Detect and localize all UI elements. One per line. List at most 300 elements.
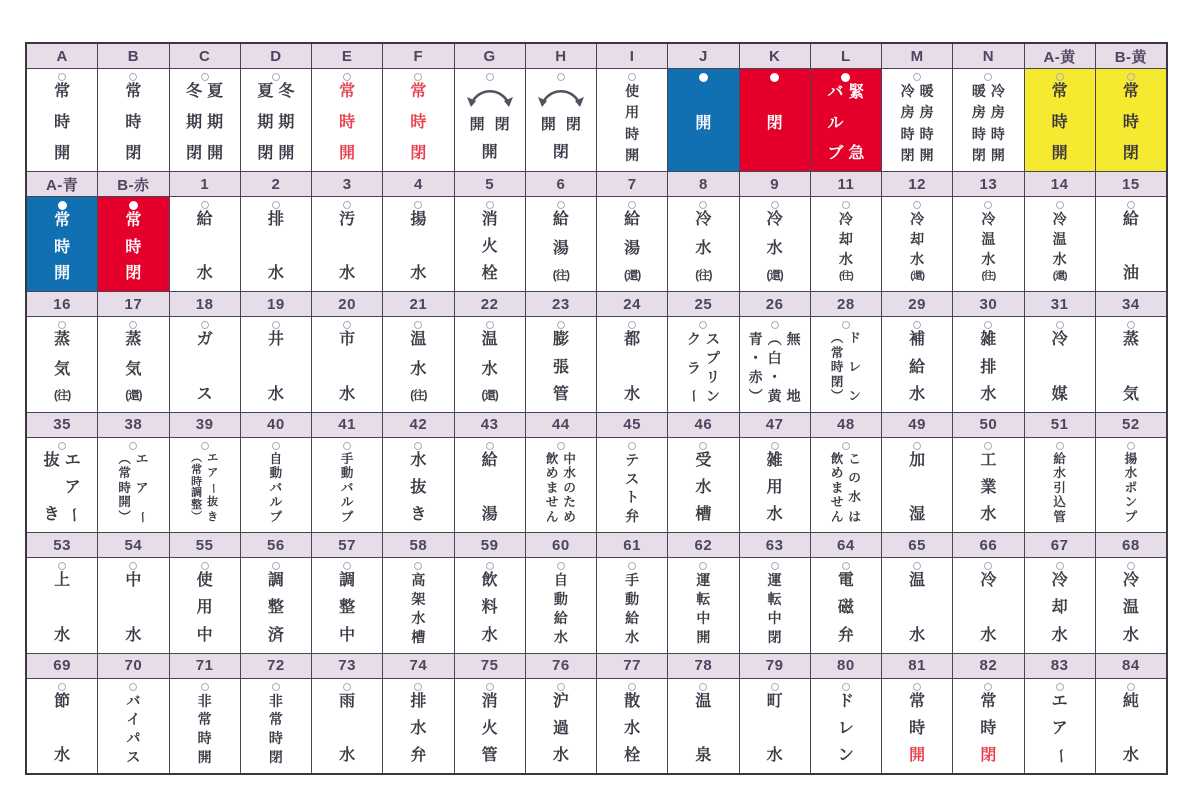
tag-cell: [882, 317, 953, 411]
tag-text-column: 飲 料 水: [481, 572, 498, 644]
tag-hole-icon: [414, 442, 422, 450]
tag-text-column: ド レ ン: [837, 692, 854, 765]
tag-hole-icon: [628, 73, 636, 81]
tag-text: [170, 329, 240, 411]
tag-text-column: 青 ・ 赤 ︶: [748, 331, 763, 404]
tag-cell: [597, 197, 668, 291]
tag-text: [953, 450, 1023, 532]
tag-text-column: 電 磁 弁: [837, 572, 854, 644]
tag-hole-icon: [201, 201, 209, 209]
tag-cell: [27, 558, 98, 652]
tag-hole-icon: [272, 201, 280, 209]
column-header-cell: 29: [882, 292, 953, 316]
tag-cell: [98, 197, 169, 291]
column-header-cell: 49: [882, 413, 953, 437]
tag-cell: [1096, 558, 1166, 652]
tag-text-column: 夏 期 閉: [257, 83, 274, 162]
tag-cell: [882, 558, 953, 652]
tag-text: [27, 81, 97, 171]
tag-cell: [312, 69, 383, 171]
tag-hole-icon: [58, 562, 66, 570]
tag-text: [740, 570, 810, 652]
tag-text-column: 蒸 気 (還): [125, 331, 142, 403]
tag-cell: [597, 679, 668, 773]
tag-row: [27, 558, 1166, 653]
tag-cell: [811, 197, 882, 291]
tag-cell: [312, 197, 383, 291]
tag-text: [98, 210, 168, 291]
tag-text-column: 温 泉: [695, 692, 712, 765]
tag-text: [526, 81, 596, 171]
tag-hole-icon: [414, 201, 422, 209]
tag-text: [98, 570, 168, 652]
column-header-cell: 77: [597, 654, 668, 678]
tag-hole-icon: [557, 442, 565, 450]
tag-cell: [170, 69, 241, 171]
tag-hole-icon: [1056, 321, 1064, 329]
column-header-cell: 58: [383, 533, 454, 557]
tag-text-column: 夏 期 開: [207, 83, 224, 162]
column-header-cell: 34: [1122, 295, 1140, 313]
tag-cell: [1096, 69, 1166, 171]
tag-cell: [455, 679, 526, 773]
header-row: [27, 654, 1166, 679]
tag-hole-icon: [1056, 683, 1064, 691]
column-header-cell: 8: [668, 172, 739, 196]
valve-tag-table: [25, 42, 1168, 775]
tag-text-column: 散 水 栓: [624, 692, 641, 765]
tag-text: [170, 81, 240, 171]
tag-hole-icon: [628, 562, 636, 570]
tag-text-column: 常 時 開: [54, 212, 71, 283]
tag-text-column: 汚 水: [339, 211, 356, 283]
tag-hole-icon: [699, 442, 707, 450]
tag-text: [455, 329, 525, 411]
tag-hole-icon: [129, 562, 137, 570]
tag-text-column: 常 時 閉: [125, 83, 142, 162]
tag-text-column: 冷 水: [980, 572, 997, 644]
tag-hole-icon: [58, 442, 66, 450]
tag-hole-icon: [771, 321, 779, 329]
tag-text-column: 温 水 (還): [481, 331, 498, 403]
open-close-pair: 開 閉: [540, 116, 581, 133]
tag-hole-icon: [272, 562, 280, 570]
tag-text: [312, 81, 382, 171]
tag-cell: [383, 197, 454, 291]
tag-hole-icon: [628, 321, 636, 329]
tag-text-column: 調 整 済: [267, 572, 284, 644]
tag-text-column: 緊 急: [848, 84, 865, 162]
tag-text: [170, 570, 240, 652]
tag-text: [312, 209, 382, 291]
tag-hole-icon: [1127, 73, 1135, 81]
tag-text: [241, 691, 311, 773]
column-header-cell: 23: [526, 292, 597, 316]
tag-text: [882, 209, 952, 291]
tag-text-column: 開: [695, 114, 712, 132]
tag-text-column: 都 水: [624, 331, 641, 403]
tag-hole-icon: [1127, 683, 1135, 691]
column-header-cell: 84: [1122, 657, 1140, 675]
tag-cell: [668, 679, 739, 773]
tag-hole-icon: [201, 562, 209, 570]
tag-text-column: 常 時 開: [1051, 83, 1068, 162]
tag-text-column: 純 水: [1122, 692, 1139, 765]
tag-text-column: 給 油: [1122, 211, 1139, 283]
tag-hole-icon: [486, 683, 494, 691]
tag-cell: [1025, 69, 1096, 171]
tag-text-column: 閉: [766, 114, 783, 132]
tag-text-column: 常 時 開: [339, 83, 356, 162]
tag-cell: [1025, 317, 1096, 411]
tag-cell: [882, 679, 953, 773]
column-header-cell: 69: [27, 654, 98, 678]
tag-hole-icon: [628, 442, 636, 450]
column-header-cell: 79: [740, 654, 811, 678]
column-header-cell: 61: [597, 533, 668, 557]
tag-text: [882, 570, 952, 652]
tag-hole-icon: [414, 562, 422, 570]
tag-text-column: 手 動 バ ル ブ: [340, 451, 354, 524]
column-header-cell: 3: [312, 172, 383, 196]
tag-hole-icon: [699, 201, 707, 209]
column-header-cell: 24: [597, 292, 668, 316]
column-header-cell: C: [170, 44, 241, 68]
tag-cell: [312, 317, 383, 411]
tag-cell: [597, 69, 668, 171]
tag-text-column: 加 湿: [909, 451, 926, 524]
column-header-cell: 67: [1025, 533, 1096, 557]
column-header-cell: 41: [312, 413, 383, 437]
column-header-cell: 38: [98, 413, 169, 437]
tag-row: [27, 679, 1166, 773]
tag-text: [170, 209, 240, 291]
tag-text-column: 排 水 弁: [410, 692, 427, 765]
tag-hole-icon: [842, 321, 850, 329]
tag-hole-icon: [58, 683, 66, 691]
tag-text: [740, 329, 810, 411]
tag-hole-icon: [913, 562, 921, 570]
tag-hole-icon: [913, 73, 921, 81]
tag-cell: [241, 69, 312, 171]
tag-row: [27, 69, 1166, 172]
column-header-cell: 7: [597, 172, 668, 196]
tag-cell: [526, 69, 597, 171]
column-header-cell: 62: [668, 533, 739, 557]
tag-text-column: ︵ 白 ・ 黄: [767, 331, 782, 404]
tag-hole-icon: [486, 321, 494, 329]
tag-text: [668, 329, 738, 411]
tag-text-column: 給 水 引 込 管: [1053, 451, 1066, 524]
tag-text-column: 補 給 水: [909, 331, 926, 403]
tag-cell: [668, 558, 739, 652]
column-header-cell: 14: [1025, 172, 1096, 196]
tag-text: [455, 209, 525, 291]
tag-hole-icon: [129, 683, 137, 691]
tag-text: [98, 81, 168, 171]
column-header-cell: 63: [740, 533, 811, 557]
tag-text: [1096, 450, 1166, 532]
tag-hole-icon: [1127, 562, 1135, 570]
tag-text: [597, 691, 667, 773]
tag-hole-icon: [129, 201, 138, 210]
tag-text-column: エ ア ー: [64, 451, 82, 524]
tag-text-column: 井 水: [267, 331, 284, 403]
tag-text-column: 使 用 時 開: [625, 83, 640, 163]
tag-hole-icon: [628, 683, 636, 691]
tag-text-column: エ ア ー 抜 き: [207, 451, 220, 524]
tag-text: [98, 329, 168, 411]
tag-text: [526, 329, 596, 411]
tag-cell: [526, 438, 597, 532]
tag-text-column: ︵ 常 時 調 整 ︶: [191, 451, 203, 524]
tag-text-column: 冷 温 水 (還): [1052, 211, 1067, 283]
tag-cell: [953, 679, 1024, 773]
column-header-cell: I: [597, 44, 668, 68]
tag-text-column: 冷 水 (往): [695, 211, 712, 282]
tag-cell: [740, 679, 811, 773]
tag-hole-icon: [486, 201, 494, 209]
tag-cell: [882, 438, 953, 532]
tag-hole-icon: [984, 683, 992, 691]
tag-hole-icon: [557, 683, 565, 691]
tag-row: [27, 438, 1166, 533]
tag-hole-icon: [1127, 442, 1135, 450]
column-header-cell: 1: [170, 172, 241, 196]
tag-cell: [668, 317, 739, 411]
tag-cell: [383, 558, 454, 652]
tag-text: [455, 570, 525, 652]
tag-cell: [597, 438, 668, 532]
column-header-cell: 60: [526, 533, 597, 557]
tag-cell: [241, 679, 312, 773]
tag-text: [170, 450, 240, 532]
tag-text: [882, 450, 952, 532]
tag-hole-icon: [486, 562, 494, 570]
tag-text-column: 冬 期 開: [278, 83, 295, 162]
tag-cell: [597, 558, 668, 652]
tag-text: [740, 82, 810, 171]
tag-text-column: 水 抜 き: [410, 451, 427, 524]
column-header-cell: N: [953, 44, 1024, 68]
tag-text: [597, 209, 667, 291]
tag-text-column: 運 転 中 開: [696, 572, 711, 645]
tag-hole-icon: [272, 442, 280, 450]
tag-text: [1096, 691, 1166, 773]
tag-text: [740, 691, 810, 773]
tag-hole-icon: [842, 683, 850, 691]
tag-text: [740, 209, 810, 291]
tag-row: [27, 197, 1166, 292]
tag-text-column: 自 動 給 水: [553, 572, 568, 645]
tag-text-column: 常 時 開: [909, 692, 926, 765]
column-header-cell: 47: [740, 413, 811, 437]
tag-cell: [241, 317, 312, 411]
column-header-cell: A: [27, 44, 98, 68]
tag-cell: [241, 558, 312, 652]
tag-text: [811, 329, 881, 411]
tag-text: [312, 450, 382, 532]
tag-text-column: 工 業 水: [980, 451, 997, 524]
tag-hole-icon: [771, 442, 779, 450]
tag-hole-icon: [984, 442, 992, 450]
tag-text-column: 膨 張 管: [552, 331, 569, 403]
column-header-cell: 13: [953, 172, 1024, 196]
tag-cell: [170, 197, 241, 291]
column-header-cell: 51: [1025, 413, 1096, 437]
tag-text-column: 運 転 中 閉: [767, 572, 782, 645]
tag-hole-icon: [913, 201, 921, 209]
tag-cell: [953, 69, 1024, 171]
tag-cell: [98, 317, 169, 411]
tag-text: [740, 450, 810, 532]
tag-cell: [455, 558, 526, 652]
tag-text: [668, 82, 738, 171]
column-header-cell: 76: [526, 654, 597, 678]
tag-text: [1025, 329, 1095, 411]
tag-text: [312, 570, 382, 652]
tag-hole-icon: [699, 683, 707, 691]
tag-text-column: 非 常 時 閉: [268, 692, 283, 766]
tag-text-column: 温 水: [909, 572, 926, 644]
column-header-cell: 50: [953, 413, 1024, 437]
tag-hole-icon: [771, 201, 779, 209]
tag-hole-icon: [129, 321, 137, 329]
tag-hole-icon: [557, 321, 565, 329]
column-header-cell: 65: [882, 533, 953, 557]
column-header-cell: 15: [1122, 175, 1140, 193]
column-header-cell: 42: [383, 413, 454, 437]
tag-text-column: 飲 め ま せ ん: [545, 451, 559, 524]
tag-text: [383, 329, 453, 411]
tag-cell: [383, 438, 454, 532]
column-header-cell: A-黄: [1025, 44, 1096, 68]
tag-text-column: 沪 過 水: [552, 692, 569, 765]
tag-cell: [27, 197, 98, 291]
column-header-cell: 18: [170, 292, 241, 316]
tag-text: [455, 450, 525, 532]
tag-cell: [98, 438, 169, 532]
tag-text-column: ︵ 常 時 閉 ︶: [830, 331, 844, 404]
tag-text: [98, 450, 168, 532]
tag-cell: [241, 197, 312, 291]
tag-cell: [953, 558, 1024, 652]
tag-cell: [740, 317, 811, 411]
column-header-cell: 78: [668, 654, 739, 678]
tag-hole-icon: [1056, 562, 1064, 570]
tag-text-column: エ ア ー: [135, 451, 150, 524]
tag-text: [526, 450, 596, 532]
tag-text-column: 飲 め ま せ ん: [830, 451, 844, 524]
tag-text-column: 冷 却 水 (還): [910, 211, 925, 283]
tag-text-column: 冷 却 水 (往): [838, 211, 853, 283]
header-row: [27, 413, 1166, 438]
column-header-cell: 73: [312, 654, 383, 678]
tag-text-column: ガ ス: [196, 331, 213, 403]
column-header-cell: 83: [1025, 654, 1096, 678]
tag-hole-icon: [486, 73, 494, 81]
tag-text: [241, 81, 311, 171]
tag-hole-icon: [201, 683, 209, 691]
open-close-arc-arrow-icon: [535, 84, 587, 108]
tag-text-column: 排 水: [267, 211, 284, 283]
tag-text-column: こ の 水 は: [848, 451, 861, 524]
column-header-cell: 4: [383, 172, 454, 196]
tag-text: [526, 570, 596, 652]
open-close-arc-arrow-icon: [464, 84, 516, 108]
tag-cell: [170, 558, 241, 652]
tag-text: [597, 570, 667, 652]
column-header-cell: 28: [811, 292, 882, 316]
tag-text: [1096, 209, 1166, 291]
tag-text-column: 給 湯: [481, 451, 498, 524]
tag-text-column: 高 架 水 槽: [411, 572, 426, 645]
tag-cell: [1025, 558, 1096, 652]
tag-text-column: ク ラ ー: [685, 331, 702, 403]
tag-text-column: 常 時 閉: [410, 83, 427, 162]
tag-text-column: 温 水 (往): [410, 331, 427, 403]
column-header-cell: 68: [1122, 536, 1140, 554]
tag-hole-icon: [343, 683, 351, 691]
tag-text-column: 自 動 バ ル ブ: [269, 451, 283, 524]
tag-hole-icon: [343, 321, 351, 329]
tag-cell: [455, 438, 526, 532]
tag-text: [455, 81, 525, 171]
tag-text-column: 中 水 の た め: [563, 451, 576, 524]
tag-hole-icon: [201, 321, 209, 329]
tag-text: [1025, 450, 1095, 532]
tag-cell: [455, 317, 526, 411]
tag-cell: [1025, 438, 1096, 532]
column-header-cell: B-赤: [98, 172, 169, 196]
tag-hole-icon: [557, 562, 565, 570]
column-header-cell: 35: [27, 413, 98, 437]
tag-cell: [526, 197, 597, 291]
tag-hole-icon: [1056, 73, 1064, 81]
tag-cell: [668, 69, 739, 171]
column-header-cell: A-青: [27, 172, 98, 196]
tag-text-column: 冷 温 水 (往): [981, 211, 996, 283]
open-close-pair: 開 閉: [469, 116, 510, 133]
column-header-cell: 82: [953, 654, 1024, 678]
tag-cell: [98, 69, 169, 171]
tag-cell: [1025, 197, 1096, 291]
tag-hole-icon: [1127, 321, 1135, 329]
column-header-cell: L: [811, 44, 882, 68]
tag-text-column: 冬 期 閉: [186, 83, 203, 162]
tag-text: [953, 570, 1023, 652]
tag-text: [27, 210, 97, 291]
tag-text: [811, 450, 881, 532]
tag-hole-icon: [984, 321, 992, 329]
tag-hole-icon: [414, 683, 422, 691]
tag-cell: [668, 197, 739, 291]
column-header-cell: 72: [241, 654, 312, 678]
valve-state: 閉: [552, 144, 569, 161]
column-header-cell: 54: [98, 533, 169, 557]
column-header-cell: 74: [383, 654, 454, 678]
tag-text: [1096, 570, 1166, 652]
tag-text-column: 冷 媒: [1051, 331, 1068, 403]
tag-cell: [526, 679, 597, 773]
tag-text-column: 給 水: [196, 211, 213, 283]
tag-hole-icon: [557, 73, 565, 81]
column-header-cell: J: [668, 44, 739, 68]
tag-text: [241, 329, 311, 411]
tag-hole-icon: [343, 442, 351, 450]
column-header-cell: F: [383, 44, 454, 68]
tag-text: [953, 329, 1023, 411]
